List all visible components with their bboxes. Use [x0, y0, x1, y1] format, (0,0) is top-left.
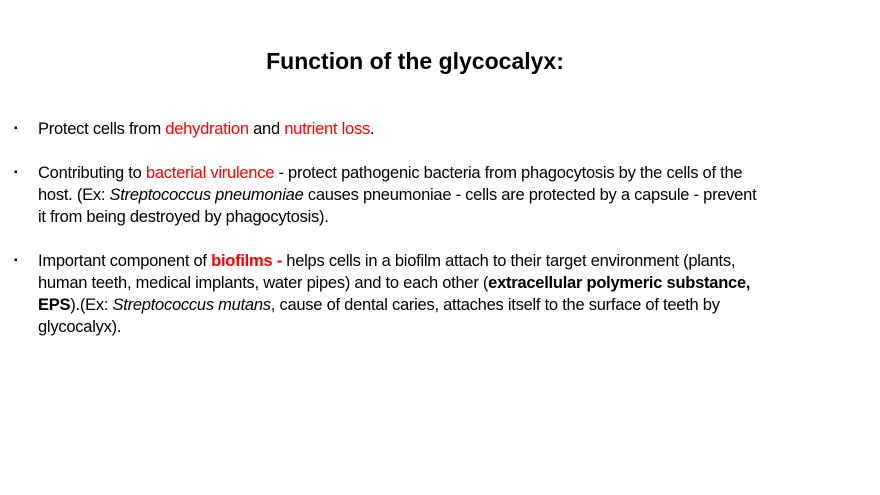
text: glycocalyx). — [38, 318, 122, 336]
text: human teeth, medical implants, water pipes) and to each other ( — [38, 274, 489, 292]
text: helps cells in a biofilm attach to their target environment (plants, — [281, 252, 736, 270]
bullet-icon: ▪ — [14, 123, 18, 134]
slide-title: Function of the glycocalyx: — [266, 48, 564, 74]
text: ).(Ex: — [70, 296, 113, 314]
bold-eps-abbrev: EPS — [38, 296, 71, 314]
highlight-dehydration: dehydration — [165, 120, 249, 138]
bullet-text — [38, 250, 750, 338]
bullet-text — [38, 118, 374, 140]
text: . — [369, 120, 375, 138]
text: Protect cells from — [38, 120, 166, 138]
bullet-text — [38, 162, 756, 228]
bullet-icon: ▪ — [14, 255, 18, 266]
text: Important component of — [38, 252, 212, 270]
bold-eps: extracellular polymeric substance, — [488, 274, 751, 292]
species-name: Streptococcus mutans — [112, 296, 271, 314]
highlight-biofilms: biofilms - — [211, 252, 282, 270]
text: , cause of dental caries, attaches itself to the surface of teeth by — [270, 296, 720, 314]
bullet-icon: ▪ — [14, 167, 18, 178]
text: Contributing to — [38, 164, 146, 182]
highlight-bacterial-virulence: bacterial virulence — [145, 164, 275, 182]
text: it from being destroyed by phagocytosis). — [38, 208, 329, 226]
highlight-nutrient-loss: nutrient loss — [284, 120, 370, 138]
text: - protect pathogenic bacteria from phagocytosis by the cells of the — [274, 164, 743, 182]
text: host. (Ex: — [38, 186, 110, 204]
species-name: Streptococcus pneumoniae — [109, 186, 304, 204]
text: causes pneumoniae - cells are protected by a capsule - prevent — [303, 186, 757, 204]
text: and — [248, 120, 285, 138]
